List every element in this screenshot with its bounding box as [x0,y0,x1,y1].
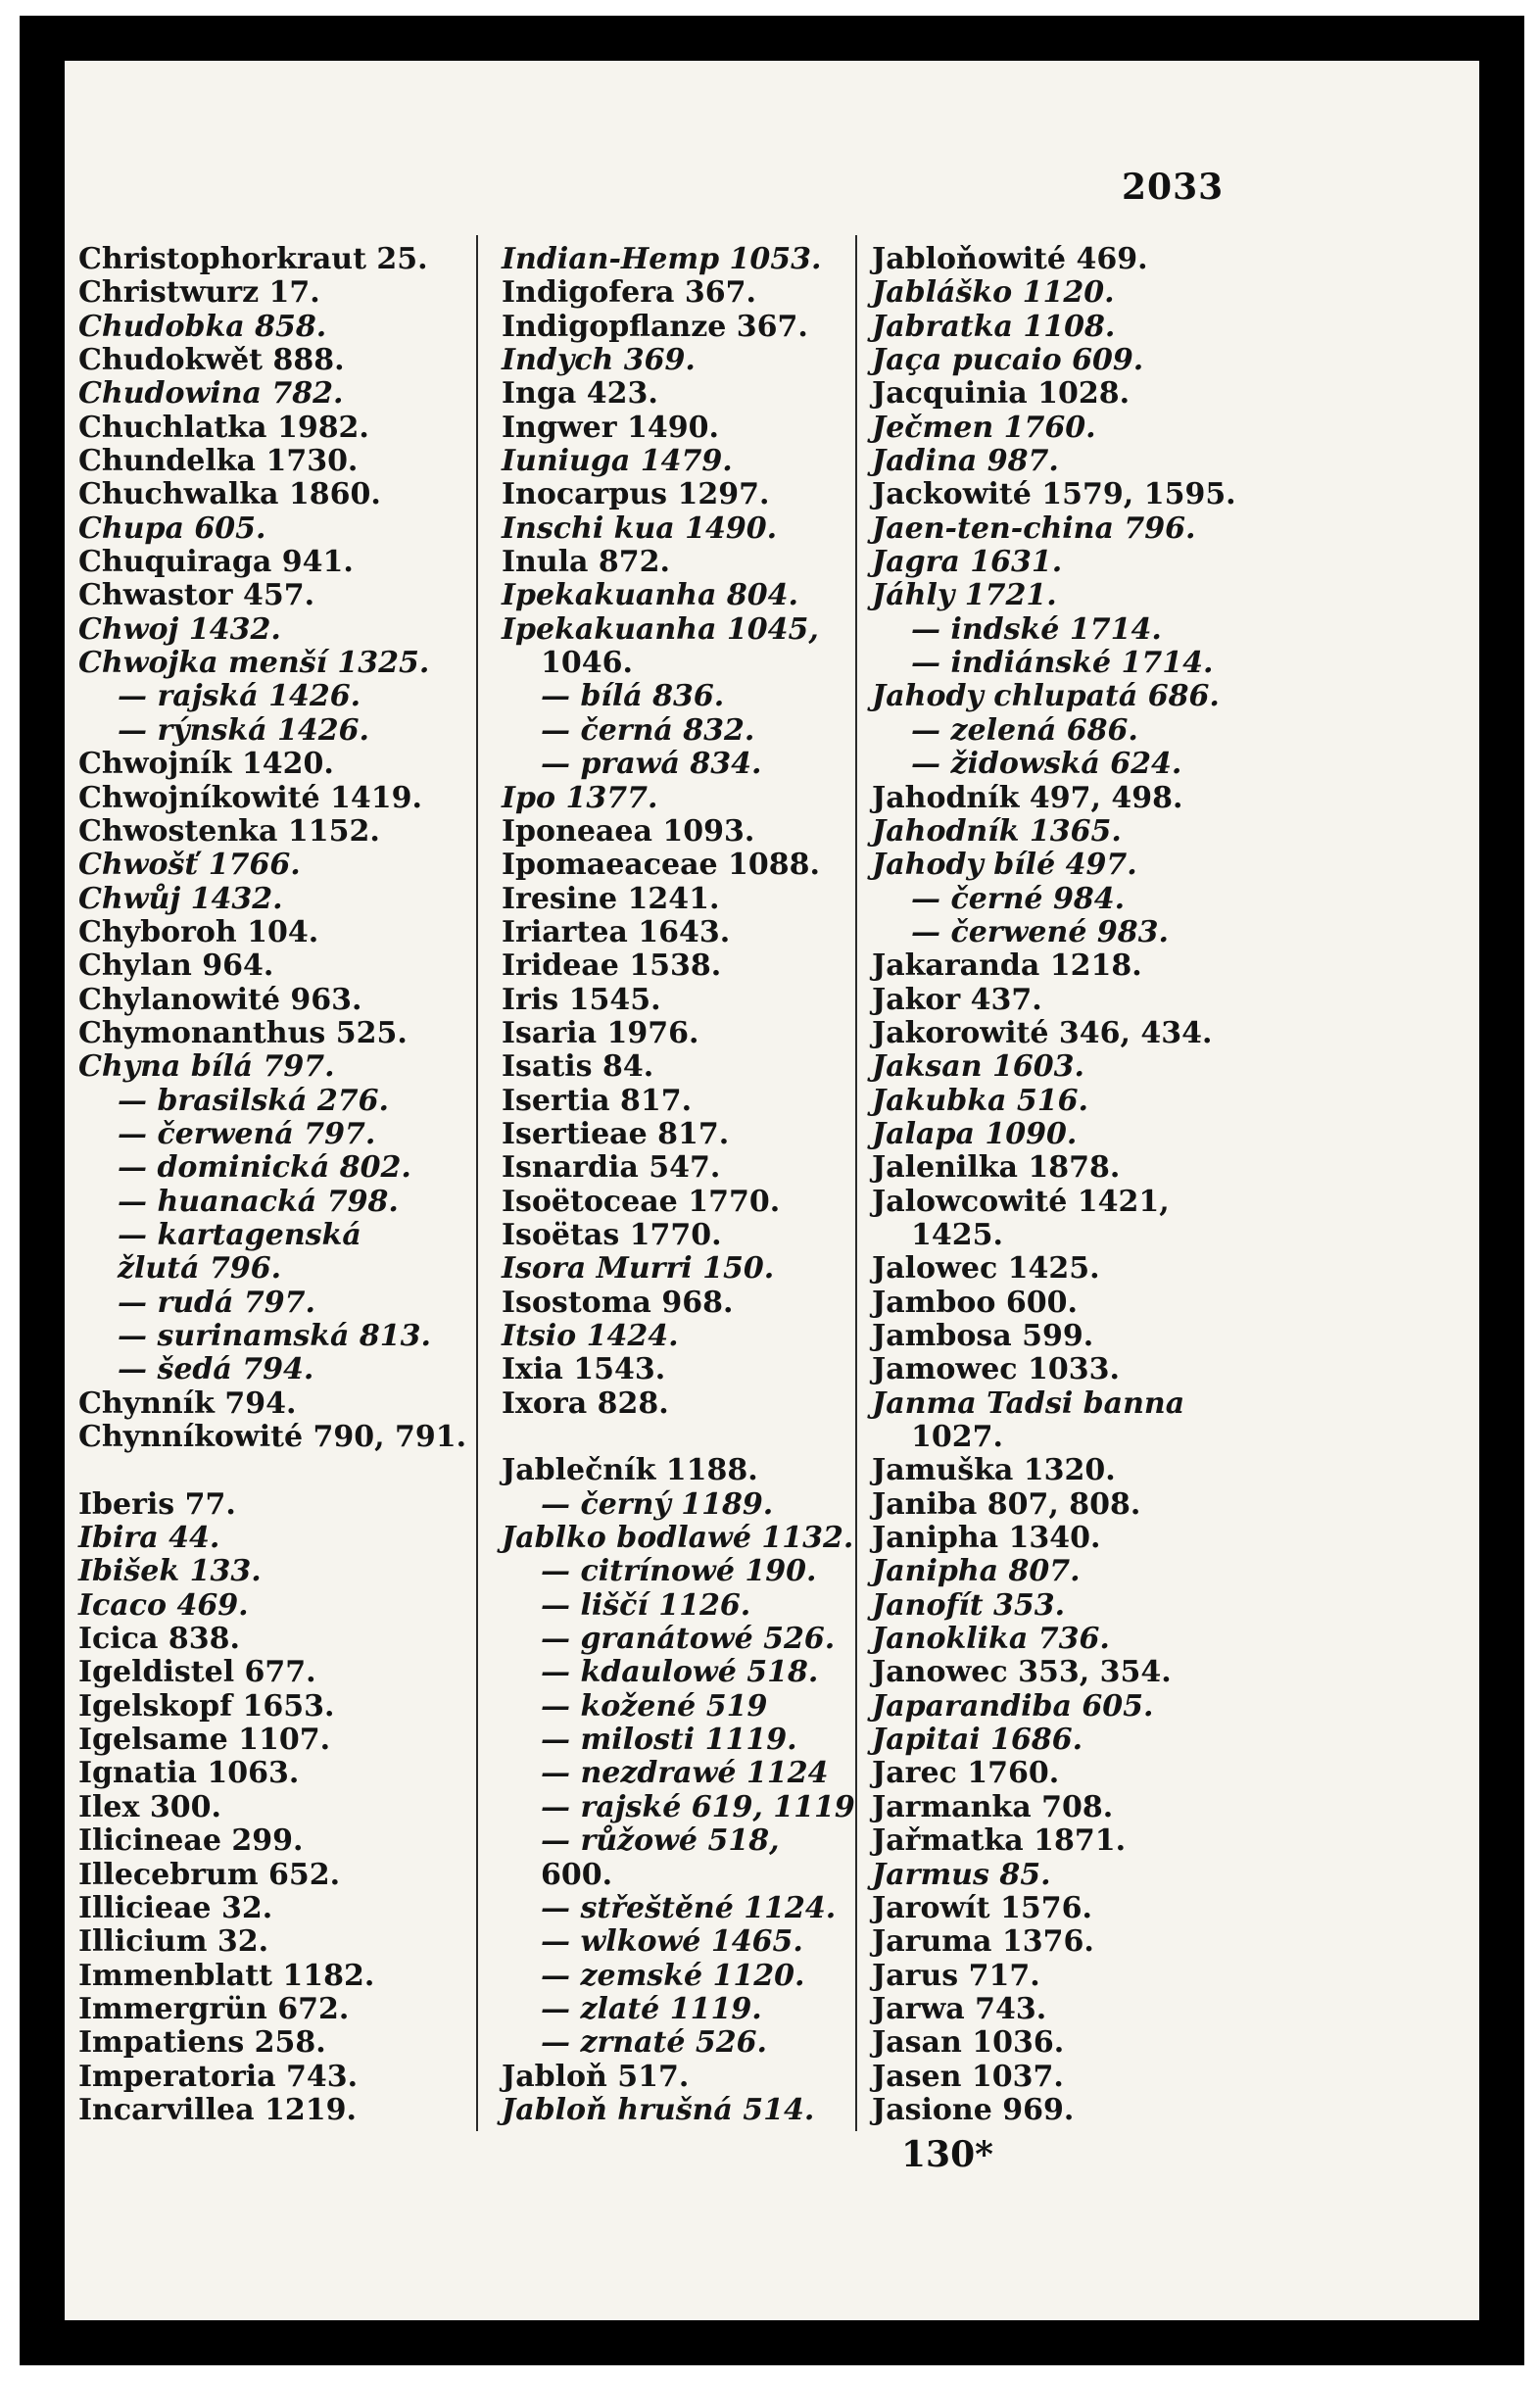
index-entry: Jalenilka 1878. [872,1150,1121,1186]
index-subentry: — citrínowé 190. [541,1554,817,1589]
index-entry: Jamboo 600. [872,1285,1078,1320]
index-entry: Jasen 1037. [872,2059,1064,2094]
index-entry: Chwostenka 1152. [78,813,380,849]
index-entry: Jahodník 497, 498. [872,780,1183,815]
index-entry: Chuquiraga 941. [78,545,354,580]
index-subentry: — liščí 1126. [541,1587,751,1623]
index-subentry: — kdaulowé 518. [541,1655,819,1690]
index-entry: Inula 872. [502,545,671,580]
index-entry: Jarec 1760. [872,1756,1060,1791]
index-entry: Jambosa 599. [872,1319,1094,1353]
index-entry: Jakaranda 1218. [872,948,1142,984]
column-divider-right [855,235,857,2131]
index-entry: Chyboroh 104. [78,914,319,949]
index-entry: Jaksan 1603. [872,1049,1084,1085]
index-column-3 [872,243,1236,2127]
index-entry: Janipha 1340. [872,1521,1101,1556]
index-entry: Jarus 717. [872,1958,1040,1993]
index-entry: Ibira 44. [78,1521,220,1556]
index-entry-continuation: žlutá 796. [118,1251,282,1287]
index-entry: Iris 1545. [502,982,661,1017]
page-number: 2033 [1122,167,1225,208]
index-entry: Chundelka 1730. [78,444,359,479]
index-entry: Illicium 32. [78,1924,269,1960]
signature-mark: 130* [901,2134,993,2175]
index-entry: Jacquinia 1028. [872,376,1131,412]
index-entry: Jablečník 1188. [502,1453,758,1488]
index-entry: Jalowcowité 1421, [872,1184,1170,1219]
index-entry: Ixia 1543. [502,1352,666,1387]
index-entry: Chwoj 1432. [78,611,281,647]
column-divider-left [476,235,478,2131]
index-entry-continuation: 1027. [911,1420,1003,1455]
index-subentry: — granátowé 526. [541,1622,836,1657]
index-entry: Inocarpus 1297. [502,477,770,512]
index-entry: Chymonanthus 525. [78,1015,408,1050]
index-entry: Janma Tadsi banna [872,1385,1185,1421]
index-entry: Chylan 964. [78,948,274,984]
index-entry: Jarmus 85. [872,1857,1051,1892]
index-entry: Jamuška 1320. [872,1453,1116,1488]
index-entry: Igeldistel 677. [78,1655,316,1690]
index-entry: Itsio 1424. [502,1319,679,1353]
index-entry: Immergrün 672. [78,1991,350,2026]
index-subentry: — zemské 1120. [541,1958,805,1993]
index-entry: Jadina 987. [872,444,1059,479]
index-entry: Christophorkraut 25. [78,242,428,276]
index-entry: Immenblatt 1182. [78,1958,375,1993]
index-subentry: — milosti 1119. [541,1723,797,1758]
index-entry: Ipekakuanha 1045, [502,611,819,647]
index-entry: Irideae 1538. [502,948,722,984]
index-entry: Japitai 1686. [872,1723,1083,1758]
index-entry: Janoklika 736. [872,1622,1110,1657]
index-entry: Jamowec 1033. [872,1352,1120,1387]
index-entry: Chudokwět 888. [78,343,345,378]
index-subentry: — wlkowé 1465. [541,1924,803,1960]
index-entry: Jaça pucaio 609. [872,343,1144,378]
index-entry: Jařmatka 1871. [872,1823,1127,1859]
index-entry: Chupa 605. [78,510,266,546]
index-entry: Iponeaea 1093. [502,813,755,849]
index-entry-continuation: 1046. [541,646,633,681]
index-entry: Jasan 1036. [872,2025,1065,2061]
index-entry: Chwojník 1420. [78,747,334,782]
index-entry: Jabláško 1120. [872,275,1115,311]
index-entry: Igelsame 1107. [78,1723,331,1758]
index-entry: Jarmanka 708. [872,1789,1114,1824]
index-entry: Jablko bodlawé 1132. [502,1521,854,1556]
index-entry: Inga 423. [502,376,658,412]
index-entry: Chwastor 457. [78,578,315,613]
index-entry: Jalapa 1090. [872,1116,1078,1151]
index-entry: Chudowina 782. [78,376,344,412]
index-subentry: — prawá 834. [541,747,762,782]
index-entry: Janipha 807. [872,1554,1081,1589]
index-subentry: — dominická 802. [118,1150,411,1186]
index-entry: Jabloňowité 469. [872,242,1148,276]
index-subentry: — rudá 797. [118,1285,315,1320]
index-subentry: — zelená 686. [911,712,1138,748]
index-entry: Jahody bílé 497. [872,848,1137,883]
index-subentry: — rýnská 1426. [118,712,369,748]
index-entry: Isertia 817. [502,1083,693,1118]
index-subentry: — huanacká 798. [118,1184,399,1219]
index-subentry: — čerwená 797. [118,1116,376,1151]
index-entry: Indych 369. [502,343,696,378]
index-entry: Chuchlatka 1982. [78,410,369,445]
index-entry: Inschi kua 1490. [502,510,778,546]
index-subentry: — surinamská 813. [118,1319,431,1353]
index-entry: Jackowité 1579, 1595. [872,477,1236,512]
index-subentry: — indské 1714. [911,611,1162,647]
index-entry: Ipo 1377. [502,780,658,815]
index-subentry: — střeštěné 1124. [541,1890,837,1925]
index-entry: Isaria 1976. [502,1015,699,1050]
index-entry: Jahodník 1365. [872,813,1122,849]
index-entry: Jarowít 1576. [872,1890,1092,1925]
index-subentry: — nezdrawé 1124 [541,1756,829,1791]
index-entry: Isatis 84. [502,1049,654,1085]
index-entry: Ječmen 1760. [872,410,1096,445]
index-entry: Isora Murri 150. [502,1251,775,1287]
index-subentry: — indiánské 1714. [911,646,1214,681]
index-entry: Chudobka 858. [78,309,327,344]
index-column-2 [502,243,855,2127]
index-entry: Indigopflanze 367. [502,309,808,344]
index-subentry: — růžowé 518, [541,1823,780,1859]
index-entry: Jakorowité 346, 434. [872,1015,1213,1050]
index-subentry: — černý 1189. [541,1486,774,1522]
index-entry: Ilex 300. [78,1789,221,1824]
index-subentry: — rajská 1426. [118,679,361,714]
index-entry: Isoëtas 1770. [502,1217,722,1252]
index-subentry: — šedá 794. [118,1352,314,1387]
index-entry: Janiba 807, 808. [872,1486,1141,1522]
index-entry: Christwurz 17. [78,275,320,311]
index-entry: Icica 838. [78,1622,240,1657]
index-subentry: — černá 832. [541,712,755,748]
index-entry: Jabloň 517. [502,2059,690,2094]
index-subentry: — kartagenská [118,1217,361,1252]
index-entry: Jáhly 1721. [872,578,1057,613]
index-subentry: — kožené 519 [541,1688,768,1724]
index-entry: Ixora 828. [502,1385,669,1421]
index-entry-continuation: 1425. [911,1217,1003,1252]
index-entry: Imperatoria 743. [78,2059,359,2094]
index-entry: Isnardia 547. [502,1150,721,1186]
index-entry: Chwojníkowité 1419. [78,780,422,815]
index-entry: Jahody chlupatá 686. [872,679,1220,714]
index-entry: Jagra 1631. [872,545,1063,580]
index-entry: Iberis 77. [78,1486,236,1522]
index-entry: Chuchwalka 1860. [78,477,381,512]
index-entry: Chwošť 1766. [78,848,301,883]
index-entry: Janofít 353. [872,1587,1066,1623]
index-subentry: — zlaté 1119. [541,1991,762,2026]
index-entry: Jasione 969. [872,2092,1075,2127]
index-entry: Impatiens 258. [78,2025,326,2061]
index-subentry: — černé 984. [911,881,1126,916]
index-entry: Ignatia 1063. [78,1756,300,1791]
index-column-1 [78,243,466,2127]
index-subentry: — židowská 624. [911,747,1182,782]
index-subentry: — bílá 836. [541,679,725,714]
index-subentry: — zrnaté 526. [541,2025,767,2061]
index-entry: Ilicineae 299. [78,1823,304,1859]
index-entry: Chynníkowité 790, 791. [78,1420,467,1455]
index-entry: Iuniuga 1479. [502,444,733,479]
index-entry: Indian-Hemp 1053. [502,242,822,276]
index-entry: Jalowec 1425. [872,1251,1100,1287]
index-entry: Jaruma 1376. [872,1924,1094,1960]
index-entry: Isostoma 968. [502,1285,734,1320]
index-entry: Iresine 1241. [502,881,720,916]
index-entry: Chylanowité 963. [78,982,362,1017]
index-entry: Isertieae 817. [502,1116,730,1151]
index-entry: Isoëtoceae 1770. [502,1184,781,1219]
index-entry-continuation: 600. [541,1857,613,1892]
index-entry: Ipekakuanha 804. [502,578,798,613]
index-entry: Chynník 794. [78,1385,297,1421]
index-entry: Icaco 469. [78,1587,249,1623]
index-entry: Jabloň hrušná 514. [502,2092,815,2127]
index-entry: Chwůj 1432. [78,881,283,916]
index-entry: Ipomaeaceae 1088. [502,848,820,883]
index-entry: Illecebrum 652. [78,1857,341,1892]
index-entry: Iriartea 1643. [502,914,731,949]
index-entry: Japarandiba 605. [872,1688,1154,1724]
index-entry: Janowec 353, 354. [872,1655,1172,1690]
index-entry: Jabratka 1108. [872,309,1116,344]
index-entry: Illicieae 32. [78,1890,273,1925]
index-subentry: — rajské 619, 1119 [541,1789,855,1824]
index-entry: Jakubka 516. [872,1083,1088,1118]
index-entry: Incarvillea 1219. [78,2092,357,2127]
index-entry: Indigofera 367. [502,275,756,311]
index-entry: Jarwa 743. [872,1991,1047,2026]
index-subentry: — brasilská 276. [118,1083,389,1118]
index-entry: Jakor 437. [872,982,1042,1017]
index-entry: Chwojka menší 1325. [78,646,430,681]
index-entry: Ingwer 1490. [502,410,719,445]
index-subentry: — čerwené 983. [911,914,1169,949]
index-entry: Igelskopf 1653. [78,1688,335,1724]
index-entry: Ibišek 133. [78,1554,262,1589]
index-entry: Chyna bílá 797. [78,1049,335,1085]
index-entry: Jaen-ten-china 796. [872,510,1196,546]
